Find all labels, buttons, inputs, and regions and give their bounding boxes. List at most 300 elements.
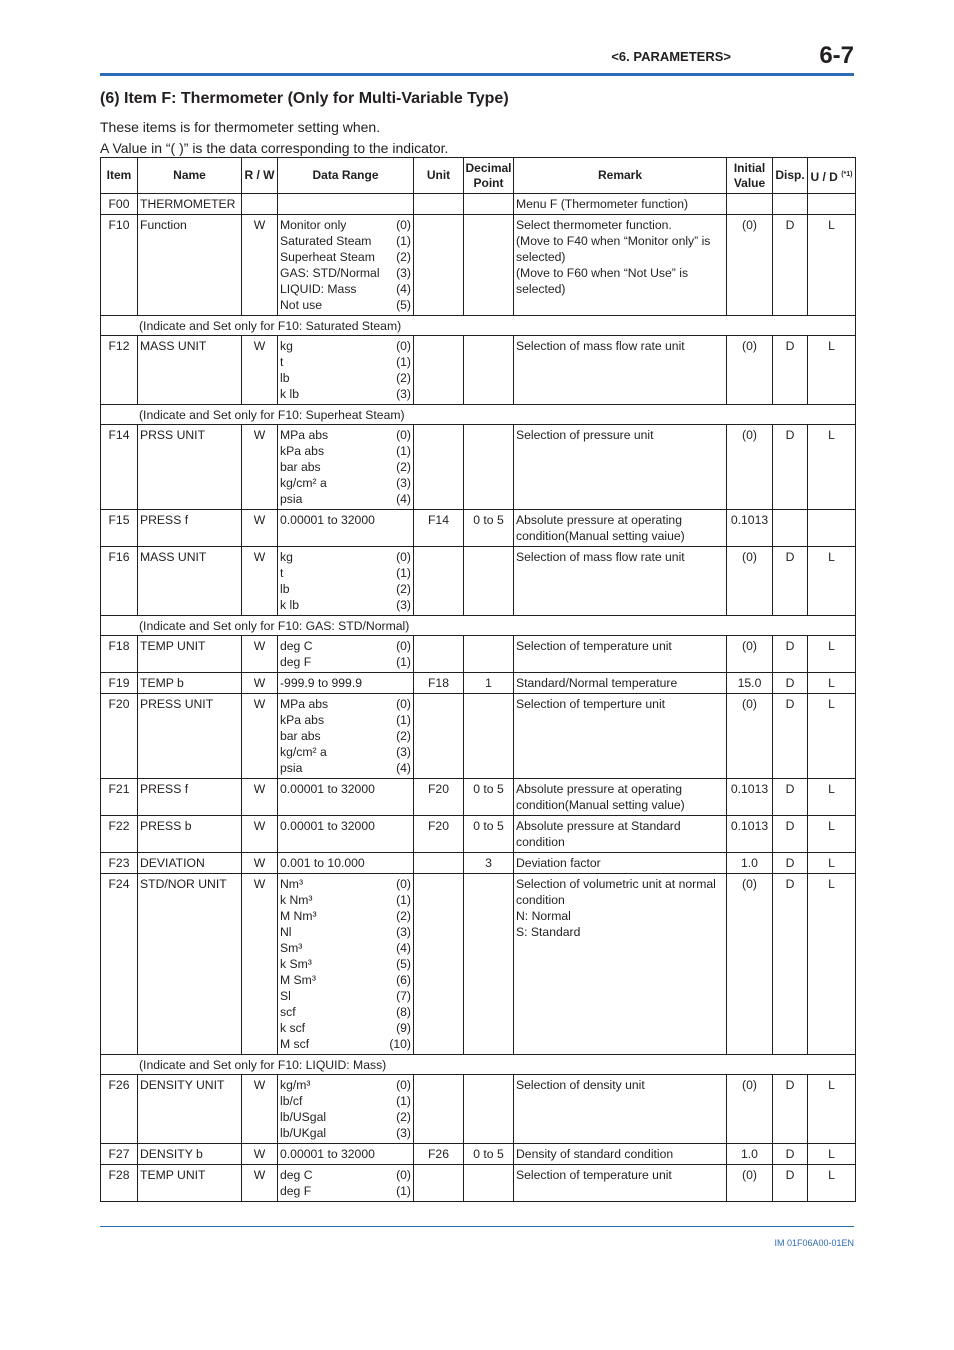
decimal-point	[464, 694, 514, 779]
col-header-unit: Unit	[414, 158, 464, 194]
data-range	[278, 636, 414, 673]
range-option-label: deg F	[280, 1184, 312, 1198]
range-option-label: psia	[280, 761, 303, 775]
condition-note-row	[101, 1055, 856, 1075]
range-option-value: (2)	[396, 1110, 411, 1124]
disp-flag	[773, 194, 808, 215]
ud-flag: L	[808, 215, 856, 316]
range-option-value: (2)	[396, 729, 411, 743]
remark-line: Selection of temperture unit	[516, 697, 666, 711]
range-option	[280, 581, 411, 597]
decimal-point	[464, 425, 514, 510]
rw-flag: W	[242, 215, 278, 316]
disp-flag: D	[773, 425, 808, 510]
col-header-name: Name	[138, 158, 242, 194]
remark	[514, 1165, 727, 1202]
item-code: F22	[101, 816, 138, 853]
param-name: TEMP UNIT	[138, 636, 242, 673]
col-header-initial-value: Initial Value	[727, 158, 773, 194]
param-name: PRESS b	[138, 816, 242, 853]
range-option-value: (1)	[396, 444, 411, 458]
param-name: MASS UNIT	[138, 547, 242, 616]
range-option-label: Nm³	[280, 877, 304, 891]
item-code: F16	[101, 547, 138, 616]
item-code: F14	[101, 425, 138, 510]
range-option	[280, 233, 411, 249]
disp-flag	[773, 510, 808, 547]
data-range	[278, 510, 414, 547]
header-section-title: <6. PARAMETERS>	[611, 49, 731, 64]
range-option-label: lb	[280, 371, 290, 385]
unit-ref: F18	[414, 673, 464, 694]
section-heading: (6) Item F: Thermometer (Only for Multi-Variable Type)	[100, 90, 509, 107]
range-option-value: (2)	[396, 582, 411, 596]
range-option-label: k Sm³	[280, 957, 312, 971]
data-range	[278, 547, 414, 616]
remark-line: Selection of mass flow rate unit	[516, 339, 685, 353]
range-option-label: Superheat Steam	[280, 250, 375, 264]
range-option-label: Nl	[280, 925, 292, 939]
decimal-point: 0 to 5	[464, 510, 514, 547]
range-option-label: MPa abs	[280, 428, 329, 442]
range-option-value: (2)	[396, 460, 411, 474]
data-range	[278, 215, 414, 316]
range-option	[280, 565, 411, 581]
condition-note-row	[101, 405, 856, 425]
remark-line: Density of standard condition	[516, 1147, 674, 1161]
param-name: STD/NOR UNIT	[138, 874, 242, 1055]
data-range	[278, 336, 414, 405]
range-option-value: (3)	[396, 266, 411, 280]
condition-note: (Indicate and Set only for F10: LIQUID: Mass)	[101, 1055, 856, 1075]
range-option-value: (4)	[396, 761, 411, 775]
ud-flag: L	[808, 1075, 856, 1144]
table-row	[101, 425, 856, 510]
range-option-value: (2)	[396, 250, 411, 264]
initial-value: (0)	[727, 874, 773, 1055]
range-option-label: t	[280, 566, 284, 580]
ud-flag: L	[808, 636, 856, 673]
range-option	[280, 354, 411, 370]
decimal-point	[464, 547, 514, 616]
param-name: DENSITY b	[138, 1144, 242, 1165]
range-option-value: (0)	[396, 877, 411, 891]
range-option-value: (4)	[396, 492, 411, 506]
range-option	[280, 654, 411, 670]
decimal-point	[464, 1075, 514, 1144]
range-option	[280, 908, 411, 924]
footer-rule	[100, 1226, 854, 1227]
col-header-disp: Disp.	[773, 158, 808, 194]
col-header-item: Item	[101, 158, 138, 194]
initial-value: (0)	[727, 1075, 773, 1144]
remark-line: (Move to F60 when “Not Use” is selected)	[516, 266, 689, 296]
rw-flag: W	[242, 510, 278, 547]
disp-flag: D	[773, 874, 808, 1055]
condition-note: (Indicate and Set only for F10: GAS: STD/Normal)	[101, 616, 856, 636]
unit-ref	[414, 215, 464, 316]
param-name: DENSITY UNIT	[138, 1075, 242, 1144]
remark-line: Selection of temperature unit	[516, 1168, 672, 1182]
decimal-point	[464, 636, 514, 673]
range-option-label: lb	[280, 582, 290, 596]
range-option-label: kg/m³	[280, 1078, 311, 1092]
range-option	[280, 475, 411, 491]
param-name: PRESS f	[138, 510, 242, 547]
range-option	[280, 988, 411, 1004]
range-option	[280, 1167, 411, 1183]
range-option	[280, 924, 411, 940]
ud-flag: L	[808, 336, 856, 405]
disp-flag: D	[773, 1144, 808, 1165]
unit-ref: F14	[414, 510, 464, 547]
remark	[514, 816, 727, 853]
range-text: 0.00001 to 32000	[280, 513, 375, 527]
rw-flag: W	[242, 547, 278, 616]
range-option-value: (5)	[396, 298, 411, 312]
remark	[514, 853, 727, 874]
range-option	[280, 876, 411, 892]
range-option-value: (6)	[396, 973, 411, 987]
range-option-label: kg/cm² a	[280, 476, 327, 490]
remark	[514, 1075, 727, 1144]
initial-value: (0)	[727, 1165, 773, 1202]
remark	[514, 1144, 727, 1165]
rw-flag: W	[242, 816, 278, 853]
col-header-rw: R / W	[242, 158, 278, 194]
decimal-point	[464, 874, 514, 1055]
unit-ref	[414, 1075, 464, 1144]
disp-flag: D	[773, 215, 808, 316]
unit-ref	[414, 194, 464, 215]
remark-line: S: Standard	[516, 925, 581, 939]
table-row	[101, 1144, 856, 1165]
table-header-row	[101, 158, 856, 194]
range-option-value: (3)	[396, 1126, 411, 1140]
range-option-value: (3)	[396, 925, 411, 939]
initial-value: (0)	[727, 694, 773, 779]
decimal-point	[464, 1165, 514, 1202]
rw-flag: W	[242, 1144, 278, 1165]
rw-flag: W	[242, 874, 278, 1055]
table-row	[101, 1075, 856, 1144]
remark-line: Selection of pressure unit	[516, 428, 654, 442]
range-option	[280, 386, 411, 402]
range-option-value: (1)	[396, 566, 411, 580]
range-option-label: scf	[280, 1005, 296, 1019]
rw-flag: W	[242, 1075, 278, 1144]
range-option-value: (0)	[396, 218, 411, 232]
range-option-label: Monitor only	[280, 218, 347, 232]
initial-value: (0)	[727, 547, 773, 616]
rw-flag: W	[242, 779, 278, 816]
range-option-label: kPa abs	[280, 713, 325, 727]
range-option-value: (0)	[396, 339, 411, 353]
unit-ref	[414, 547, 464, 616]
range-option-label: M scf	[280, 1037, 310, 1051]
range-option	[280, 1093, 411, 1109]
range-option-value: (3)	[396, 745, 411, 759]
range-option-value: (1)	[396, 1094, 411, 1108]
remark	[514, 336, 727, 405]
remark-line: Deviation factor	[516, 856, 601, 870]
range-option	[280, 491, 411, 507]
data-range	[278, 1075, 414, 1144]
ud-flag: L	[808, 425, 856, 510]
data-range	[278, 853, 414, 874]
range-option	[280, 760, 411, 776]
condition-note: (Indicate and Set only for F10: Superheat Steam)	[101, 405, 856, 425]
range-option	[280, 744, 411, 760]
range-option-value: (0)	[396, 697, 411, 711]
range-option-value: (4)	[396, 941, 411, 955]
table-row	[101, 853, 856, 874]
decimal-point: 1	[464, 673, 514, 694]
data-range	[278, 425, 414, 510]
remark	[514, 694, 727, 779]
range-text: -999.9 to 999.9	[280, 676, 362, 690]
range-option-value: (10)	[389, 1037, 411, 1051]
param-name: DEVIATION	[138, 853, 242, 874]
remark	[514, 547, 727, 616]
range-option	[280, 217, 411, 233]
data-range	[278, 779, 414, 816]
range-option-value: (9)	[396, 1021, 411, 1035]
initial-value: (0)	[727, 336, 773, 405]
range-option-label: bar abs	[280, 460, 321, 474]
table-row	[101, 547, 856, 616]
disp-flag: D	[773, 816, 808, 853]
range-option-label: MPa abs	[280, 697, 329, 711]
ud-flag: L	[808, 874, 856, 1055]
initial-value: (0)	[727, 425, 773, 510]
item-code: F21	[101, 779, 138, 816]
range-option-label: bar abs	[280, 729, 321, 743]
initial-value: (0)	[727, 215, 773, 316]
intro-text	[100, 117, 448, 159]
remark-line: Selection of density unit	[516, 1078, 645, 1092]
unit-ref: F26	[414, 1144, 464, 1165]
range-option-label: t	[280, 355, 284, 369]
rw-flag: W	[242, 336, 278, 405]
range-option-value: (1)	[396, 1184, 411, 1198]
disp-flag: D	[773, 779, 808, 816]
range-option	[280, 1077, 411, 1093]
item-code: F23	[101, 853, 138, 874]
col-header-ud	[808, 158, 856, 194]
initial-value: 15.0	[727, 673, 773, 694]
remark	[514, 194, 727, 215]
range-option-value: (8)	[396, 1005, 411, 1019]
header-rule	[100, 73, 854, 76]
table-row	[101, 194, 856, 215]
range-option	[280, 892, 411, 908]
rw-flag: W	[242, 425, 278, 510]
range-option-label: k lb	[280, 387, 299, 401]
range-option-value: (3)	[396, 387, 411, 401]
rw-flag: W	[242, 853, 278, 874]
range-option-value: (0)	[396, 1168, 411, 1182]
range-option	[280, 338, 411, 354]
initial-value: 1.0	[727, 1144, 773, 1165]
disp-flag: D	[773, 853, 808, 874]
rw-flag	[242, 194, 278, 215]
disp-flag: D	[773, 1165, 808, 1202]
remark-line: Absolute pressure at Standard condition	[516, 819, 681, 849]
initial-value: (0)	[727, 636, 773, 673]
range-option	[280, 427, 411, 443]
ud-flag: L	[808, 1165, 856, 1202]
range-option-value: (1)	[396, 893, 411, 907]
ud-flag: L	[808, 673, 856, 694]
range-option-value: (3)	[396, 476, 411, 490]
data-range	[278, 673, 414, 694]
remark-line: (Move to F40 when “Monitor only” is selected)	[516, 234, 711, 264]
range-option	[280, 728, 411, 744]
ud-flag: L	[808, 1144, 856, 1165]
range-option	[280, 1020, 411, 1036]
decimal-point	[464, 215, 514, 316]
range-option-value: (5)	[396, 957, 411, 971]
range-option-label: psia	[280, 492, 303, 506]
unit-ref	[414, 853, 464, 874]
range-option	[280, 1109, 411, 1125]
range-option-label: deg F	[280, 655, 312, 669]
range-option	[280, 1036, 411, 1052]
rw-flag: W	[242, 673, 278, 694]
range-option-label: deg C	[280, 639, 313, 653]
range-option	[280, 459, 411, 475]
range-option	[280, 1183, 411, 1199]
range-option-label: Sm³	[280, 941, 303, 955]
range-option-label: M Nm³	[280, 909, 317, 923]
ud-flag	[808, 194, 856, 215]
intro-line-2: A Value in “( )” is the data corresponding to the indicator.	[100, 140, 449, 156]
range-option-label: lb/UKgal	[280, 1126, 327, 1140]
range-option	[280, 1004, 411, 1020]
range-option-label: M Sm³	[280, 973, 316, 987]
remark-line: Absolute pressure at operating condition(Manual setting value)	[516, 782, 685, 812]
param-name: TEMP UNIT	[138, 1165, 242, 1202]
remark-line: N: Normal	[516, 909, 571, 923]
disp-flag: D	[773, 673, 808, 694]
range-option	[280, 281, 411, 297]
range-option	[280, 696, 411, 712]
item-code: F10	[101, 215, 138, 316]
data-range	[278, 874, 414, 1055]
range-option-value: (7)	[396, 989, 411, 1003]
ud-flag: L	[808, 694, 856, 779]
unit-ref	[414, 336, 464, 405]
unit-ref	[414, 874, 464, 1055]
range-option	[280, 638, 411, 654]
item-code: F28	[101, 1165, 138, 1202]
range-option-label: kg	[280, 339, 293, 353]
param-name: PRESS UNIT	[138, 694, 242, 779]
rw-flag: W	[242, 636, 278, 673]
range-option-value: (4)	[396, 282, 411, 296]
item-code: F19	[101, 673, 138, 694]
remark	[514, 510, 727, 547]
range-option-label: deg C	[280, 1168, 313, 1182]
condition-note-row	[101, 616, 856, 636]
item-code: F15	[101, 510, 138, 547]
decimal-point: 0 to 5	[464, 816, 514, 853]
remark-line: Absolute pressure at operating condition(Manual setting vaiue)	[516, 513, 685, 543]
range-option-label: Not use	[280, 298, 323, 312]
document-id: IM 01F06A00-01EN	[774, 1238, 854, 1248]
data-range	[278, 694, 414, 779]
range-option	[280, 265, 411, 281]
range-option	[280, 956, 411, 972]
remark-line: Selection of temperature unit	[516, 639, 672, 653]
range-option-label: k lb	[280, 598, 299, 612]
range-option-value: (0)	[396, 639, 411, 653]
page-number: 6-7	[819, 42, 854, 69]
table-row	[101, 636, 856, 673]
range-option-label: k Nm³	[280, 893, 313, 907]
condition-note-row	[101, 316, 856, 336]
unit-ref	[414, 694, 464, 779]
ud-flag: L	[808, 779, 856, 816]
range-option	[280, 1125, 411, 1141]
intro-line-1: These items is for thermometer setting when.	[100, 119, 381, 135]
table-row	[101, 874, 856, 1055]
range-option-label: kPa abs	[280, 444, 325, 458]
range-option-value: (0)	[396, 428, 411, 442]
remark-line: Selection of volumetric unit at normal condition	[516, 877, 716, 907]
range-option	[280, 249, 411, 265]
item-code: F00	[101, 194, 138, 215]
initial-value: 1.0	[727, 853, 773, 874]
decimal-point	[464, 194, 514, 215]
range-option	[280, 597, 411, 613]
item-code: F12	[101, 336, 138, 405]
range-option-label: Saturated Steam	[280, 234, 372, 248]
table-row	[101, 1165, 856, 1202]
range-option-label: Sl	[280, 989, 291, 1003]
range-text: 0.00001 to 32000	[280, 819, 375, 833]
remark	[514, 874, 727, 1055]
remark-line: Menu F (Thermometer function)	[516, 197, 689, 211]
range-option	[280, 712, 411, 728]
remark	[514, 779, 727, 816]
range-option-value: (1)	[396, 355, 411, 369]
remark-line: Standard/Normal temperature	[516, 676, 678, 690]
ud-flag: L	[808, 853, 856, 874]
param-name: PRESS f	[138, 779, 242, 816]
table-row	[101, 779, 856, 816]
initial-value: 0.1013	[727, 510, 773, 547]
table-row	[101, 694, 856, 779]
range-option	[280, 297, 411, 313]
range-option	[280, 443, 411, 459]
range-option-value: (1)	[396, 713, 411, 727]
range-option	[280, 549, 411, 565]
range-option	[280, 940, 411, 956]
param-name: PRSS UNIT	[138, 425, 242, 510]
range-option-label: GAS: STD/Normal	[280, 266, 380, 280]
item-code: F24	[101, 874, 138, 1055]
ud-flag: L	[808, 816, 856, 853]
decimal-point: 3	[464, 853, 514, 874]
decimal-point	[464, 336, 514, 405]
param-name: TEMP b	[138, 673, 242, 694]
condition-note: (Indicate and Set only for F10: Saturated Steam)	[101, 316, 856, 336]
range-option-label: lb/USgal	[280, 1110, 327, 1124]
param-name: Function	[138, 215, 242, 316]
unit-ref	[414, 636, 464, 673]
